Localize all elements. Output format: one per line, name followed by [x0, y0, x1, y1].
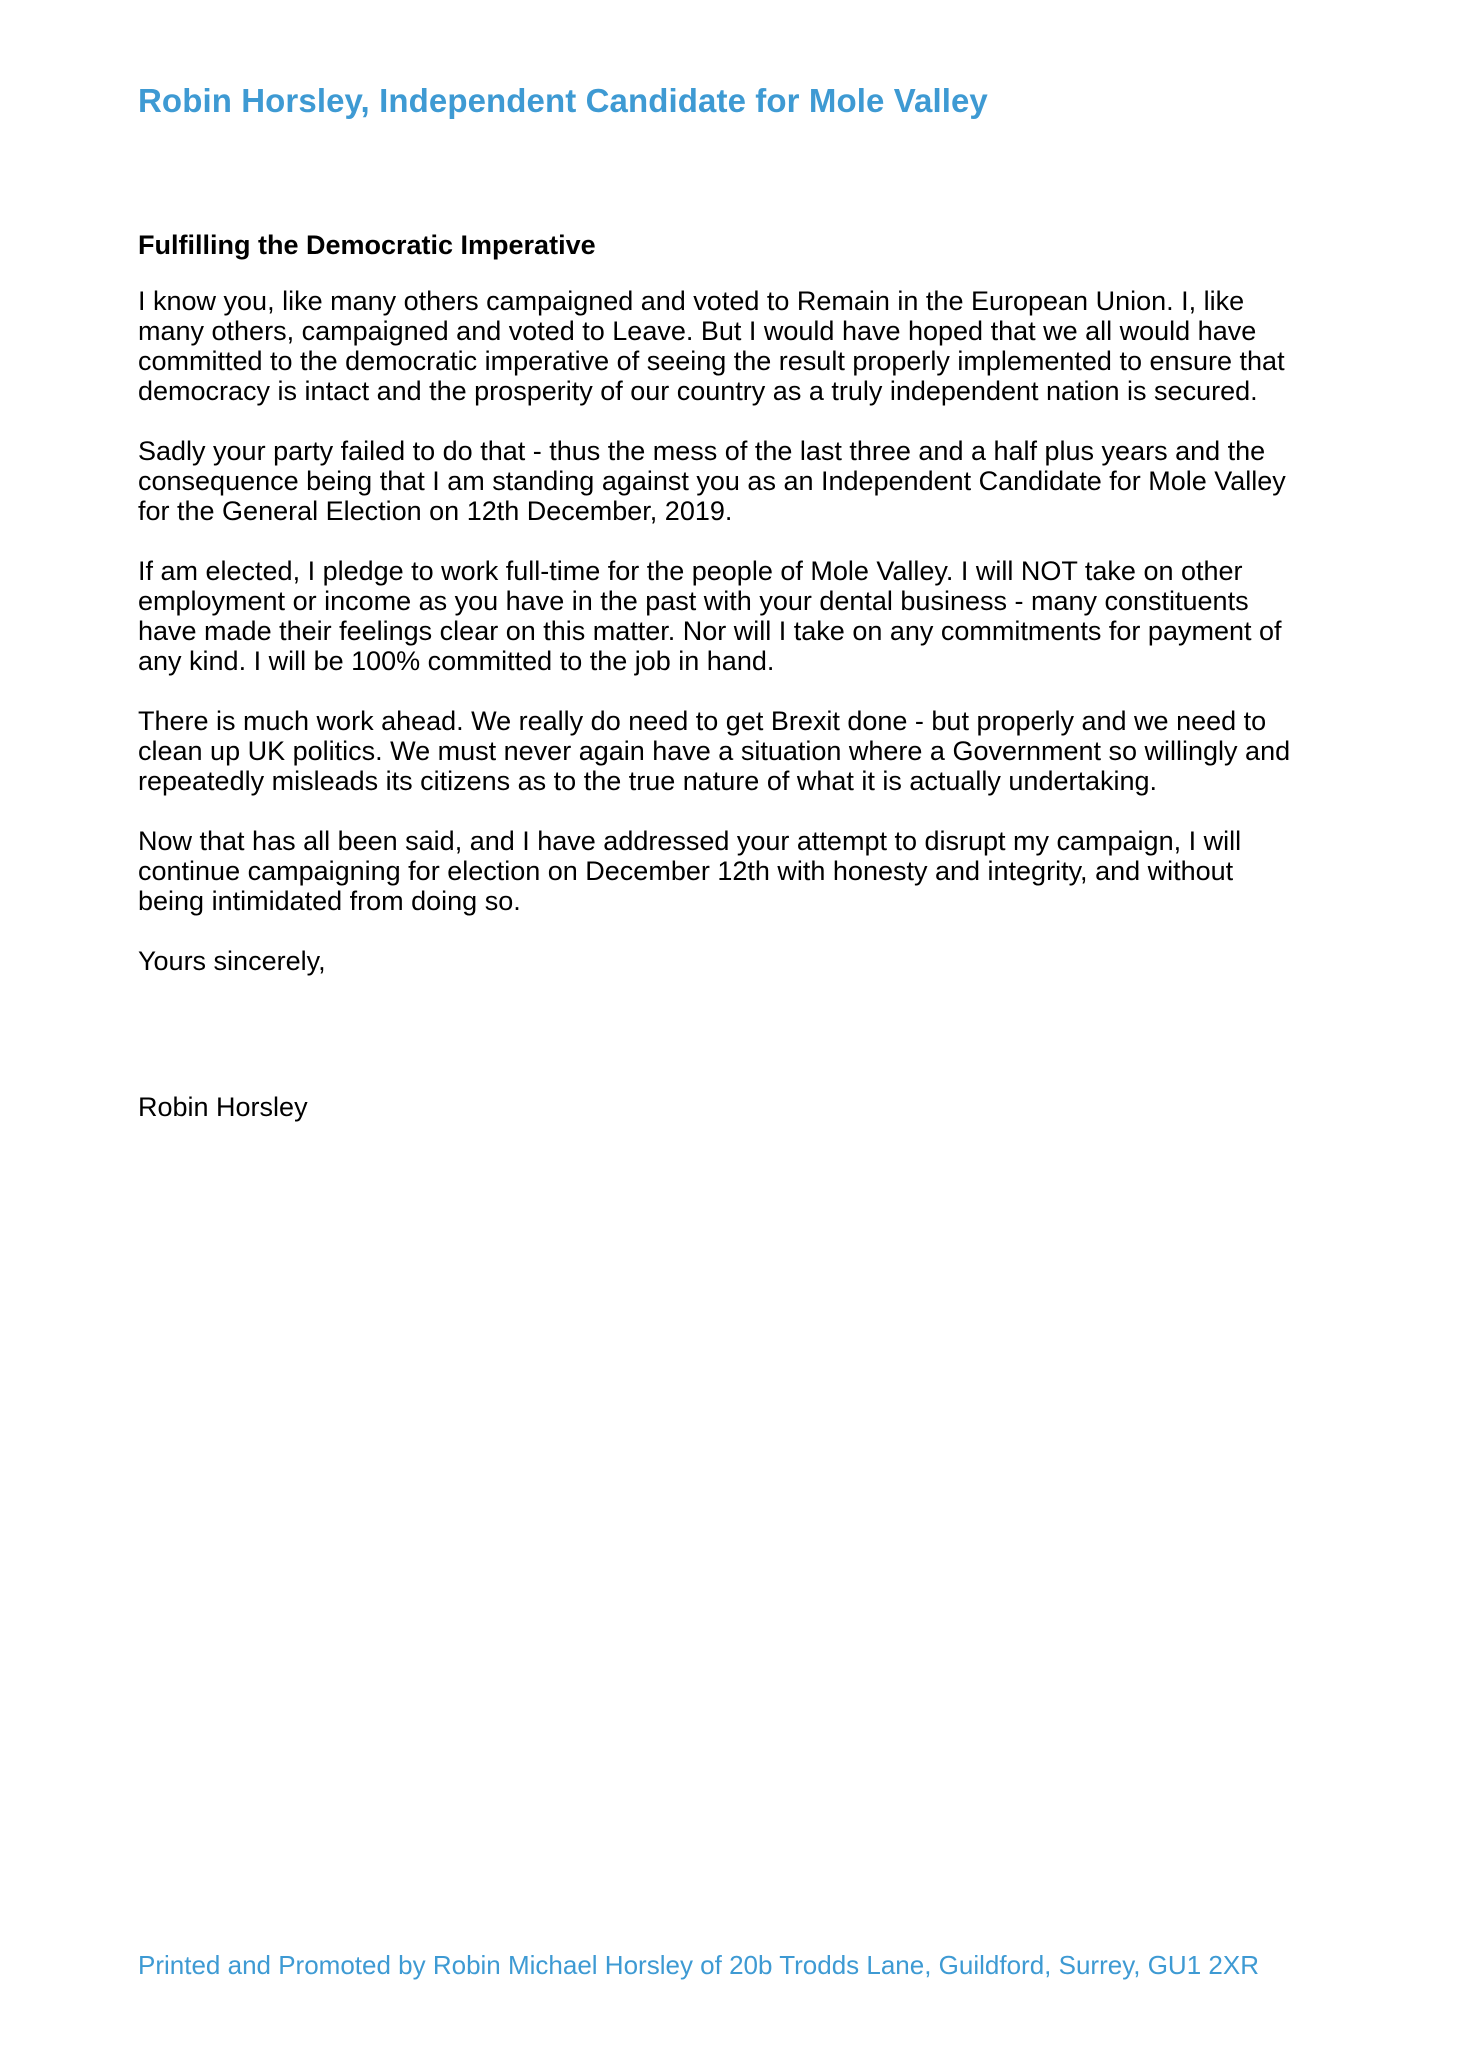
paragraph-line: clean up UK politics. We must never again have a situation where a Government so willingly and	[138, 736, 1291, 766]
paragraph-line: for the General Election on 12th December, 2019.	[138, 496, 733, 526]
paragraph-line: repeatedly misleads its citizens as to the true nature of what it is actually undertaking.	[138, 766, 1158, 796]
letter-body	[138, 228, 1338, 1122]
paragraph-line: There is much work ahead. We really do need to get Brexit done - but properly and we need to	[138, 706, 1267, 736]
paragraph	[138, 436, 1338, 526]
paragraph-line: committed to the democratic imperative of seeing the result properly implemented to ensure that	[138, 346, 1285, 376]
paragraph	[138, 286, 1338, 406]
letterhead-title: Robin Horsley, Independent Candidate for Mole Valley	[138, 82, 988, 119]
paragraph-line: employment or income as you have in the past with your dental business - many constituents	[138, 586, 1249, 616]
paragraph-line: any kind. I will be 100% committed to the job in hand.	[138, 646, 775, 676]
paragraph-line: continue campaigning for election on December 12th with honesty and integrity, and without	[138, 856, 1234, 886]
paragraph	[138, 826, 1338, 916]
signature-name: Robin Horsley	[138, 1092, 308, 1122]
paragraph-line: being intimidated from doing so.	[138, 886, 521, 916]
paragraph-line: If am elected, I pledge to work full-time for the people of Mole Valley. I will NOT take on other	[138, 556, 1243, 586]
paragraph	[138, 556, 1338, 676]
paragraph-line: have made their feelings clear on this matter. Nor will I take on any commitments for payment of	[138, 616, 1282, 646]
paragraph-line: consequence being that I am standing against you as an Independent Candidate for Mole Valley	[138, 466, 1286, 496]
paragraph	[138, 706, 1338, 796]
paragraph-line: democracy is intact and the prosperity of our country as a truly independent nation is secured.	[138, 376, 1258, 406]
paragraph-line: Now that has all been said, and I have addressed your attempt to disrupt my campaign, I will	[138, 826, 1242, 856]
letter-subject: Fulfilling the Democratic Imperative	[138, 230, 596, 260]
paragraph-line: I know you, like many others campaigned and voted to Remain in the European Union. I, like	[138, 286, 1245, 316]
footer-imprint: Printed and Promoted by Robin Michael Horsley of 20b Trodds Lane, Guildford, Surrey, GU1 2XR	[138, 1950, 1259, 1980]
paragraph-line: Sadly your party failed to do that - thus the mess of the last three and a half plus years and the	[138, 436, 1266, 466]
closing-salutation: Yours sincerely,	[138, 946, 326, 976]
paragraph-line: many others, campaigned and voted to Leave. But I would have hoped that we all would have	[138, 316, 1257, 346]
